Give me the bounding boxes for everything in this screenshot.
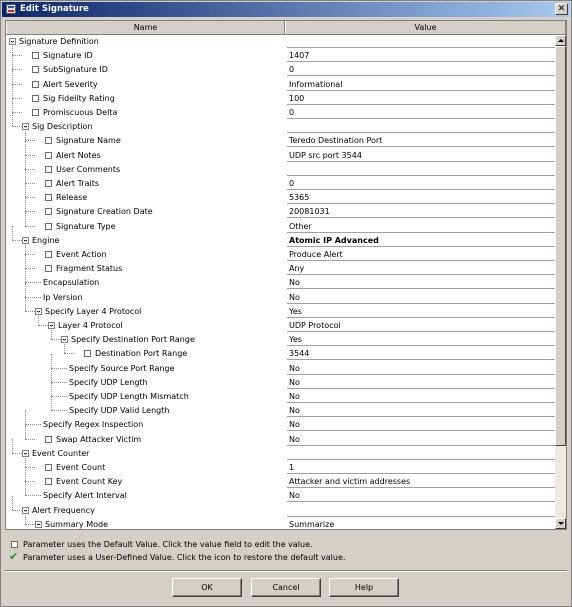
table-row[interactable]	[6, 134, 555, 148]
help-button[interactable]: Help	[329, 578, 399, 597]
row-label: Event Action	[56, 250, 107, 259]
row-value[interactable]: No	[287, 489, 555, 502]
row-value[interactable]: Informational	[287, 78, 555, 91]
row-label: Release	[56, 193, 88, 203]
row-label: Event Counter	[32, 448, 90, 458]
checkbox-icon[interactable]	[45, 194, 52, 201]
tree-connector	[12, 55, 13, 69]
tree-connector	[51, 339, 61, 340]
app-icon	[6, 4, 16, 14]
checkbox-icon[interactable]	[32, 109, 39, 116]
row-value[interactable]: No	[287, 291, 555, 304]
close-button[interactable]	[555, 3, 568, 15]
row-label: Specify Layer 4 Protocol	[45, 306, 142, 316]
table-body	[6, 35, 555, 529]
row-label: Specify UDP Valid Length	[69, 406, 170, 416]
vertical-scrollbar[interactable]	[555, 35, 566, 529]
checkbox-icon[interactable]	[84, 350, 91, 357]
row-value[interactable]	[287, 447, 555, 460]
checkbox-icon[interactable]	[32, 66, 39, 73]
table-row[interactable]	[6, 191, 555, 205]
checkbox-icon	[11, 541, 18, 548]
tree-connector	[12, 439, 13, 453]
table-row[interactable]	[6, 362, 555, 376]
tree-connector	[12, 98, 22, 99]
tree-connector	[25, 169, 35, 170]
tree-connector	[38, 311, 39, 325]
row-value[interactable]: 100	[287, 92, 555, 105]
checkbox-icon[interactable]	[45, 180, 52, 187]
table-row[interactable]	[6, 333, 555, 347]
row-label: Signature Creation Date	[56, 207, 153, 217]
checkbox-icon[interactable]	[32, 52, 39, 59]
tree-connector	[12, 98, 13, 112]
table-row[interactable]	[6, 163, 555, 177]
tree-connector	[25, 510, 26, 524]
checkbox-icon[interactable]	[45, 152, 52, 159]
scroll-down-button[interactable]	[555, 518, 566, 529]
tree-connector	[12, 126, 22, 127]
tree-connector	[25, 282, 41, 283]
table-row[interactable]	[6, 404, 555, 418]
tree-connector	[25, 155, 26, 169]
tree-connector	[25, 211, 35, 212]
window-title: Edit Signature	[20, 4, 89, 14]
row-value[interactable]: No	[287, 390, 555, 403]
tree-connector	[51, 396, 52, 410]
row-value[interactable]: 5365	[287, 191, 555, 204]
tree-connector	[25, 425, 26, 439]
row-label: Layer 4 Protocol	[58, 321, 123, 330]
cancel-button[interactable]: Cancel	[251, 578, 321, 597]
row-value[interactable]: Other	[287, 220, 555, 233]
row-value[interactable]: No	[287, 404, 555, 417]
row-value[interactable]	[287, 120, 555, 133]
table-row[interactable]	[6, 78, 555, 92]
tree-connector	[25, 481, 26, 495]
row-label: Event Count	[56, 463, 106, 472]
table-row[interactable]	[6, 447, 555, 461]
tree-connector	[51, 382, 52, 396]
scroll-up-icon	[558, 39, 564, 42]
checkbox-icon[interactable]	[32, 81, 39, 88]
table-header	[6, 21, 566, 35]
checkbox-icon[interactable]	[45, 436, 52, 443]
table-row[interactable]	[6, 220, 555, 234]
row-value[interactable]: Attacker and victim addresses	[287, 475, 555, 488]
row-label: Encapsulation	[43, 278, 100, 288]
tree-connector	[25, 268, 35, 269]
table-row[interactable]	[6, 518, 555, 529]
row-value[interactable]: No	[287, 418, 555, 431]
tree-connector	[25, 254, 26, 268]
row-value[interactable]: 1	[287, 461, 555, 474]
row-value[interactable]: UDP Protocol	[287, 319, 555, 332]
table-row[interactable]	[6, 49, 555, 63]
tree-connector	[25, 254, 35, 255]
tree-connector	[25, 453, 26, 467]
checkbox-icon[interactable]	[45, 251, 52, 258]
tree-connector	[64, 339, 65, 353]
row-label: Specify Regex Inspection	[43, 420, 144, 430]
row-value[interactable]: 0	[287, 63, 555, 76]
title-bar[interactable]	[2, 2, 570, 17]
table-row[interactable]	[6, 120, 555, 134]
table-row[interactable]	[6, 35, 555, 49]
tree-connector	[25, 297, 41, 298]
tree-connector	[51, 410, 67, 411]
tree-connector	[25, 524, 35, 525]
tree-connector	[51, 354, 52, 368]
table-row[interactable]	[6, 262, 555, 276]
row-value[interactable]: Teredo Destination Port	[287, 134, 555, 147]
tree-connector	[25, 467, 35, 468]
row-label: Fragment Status	[56, 264, 123, 274]
row-label: Alert Traits	[56, 179, 100, 188]
tree-connector	[25, 183, 26, 197]
table-row[interactable]	[6, 475, 555, 489]
row-label: Specify Source Port Range	[69, 363, 175, 373]
row-value[interactable]: Yes	[287, 333, 555, 346]
row-label: Engine	[32, 235, 60, 245]
divider	[5, 570, 567, 572]
row-value[interactable]	[287, 163, 555, 176]
row-label: Specify Alert Interval	[43, 491, 127, 501]
scroll-thumb[interactable]	[555, 46, 566, 446]
table-row[interactable]	[6, 177, 555, 191]
row-value[interactable]: 1407	[287, 49, 555, 62]
row-label: Signature Type	[56, 221, 116, 231]
tree-connector	[12, 226, 13, 240]
tree-connector	[51, 368, 67, 369]
table-row[interactable]	[6, 234, 555, 248]
row-value[interactable]: UDP src port 3544	[287, 149, 555, 162]
table-row[interactable]	[6, 276, 555, 290]
tree-connector	[25, 467, 26, 481]
tree-connector	[25, 481, 35, 482]
checkbox-icon[interactable]	[45, 137, 52, 144]
row-value[interactable]: 0	[287, 177, 555, 190]
row-label: SubSignature ID	[43, 65, 108, 75]
tree-connector	[25, 311, 35, 312]
row-value[interactable]: No	[287, 433, 555, 446]
row-label: Destination Port Range	[95, 349, 188, 359]
legend-user-text: Parameter uses a User-Defined Value. Click the icon to restore the default value.	[23, 553, 346, 562]
tree-connector	[25, 439, 35, 440]
row-label: Summary Mode	[45, 519, 108, 529]
tree-connector	[25, 410, 26, 424]
tree-connector	[25, 169, 26, 183]
row-label: Specify UDP Length	[69, 377, 148, 387]
table-row[interactable]	[6, 106, 555, 120]
tree-connector	[25, 495, 41, 496]
row-label: Signature Definition	[19, 37, 99, 46]
tree-connector	[12, 70, 13, 84]
row-value[interactable]: Any	[287, 262, 555, 275]
table-row[interactable]	[6, 461, 555, 475]
table-row[interactable]	[6, 433, 555, 447]
table-row[interactable]	[6, 291, 555, 305]
table-row[interactable]	[6, 489, 555, 503]
tree-connector	[25, 197, 35, 198]
tree-connector	[12, 112, 13, 126]
tree-connector	[64, 353, 74, 354]
row-value[interactable]: Yes	[287, 305, 555, 318]
ok-button[interactable]: OK	[172, 578, 242, 597]
row-value[interactable]: Produce Alert	[287, 248, 555, 261]
table-row[interactable]	[6, 390, 555, 404]
tree-connector	[25, 297, 26, 311]
tree-connector	[25, 197, 26, 211]
row-label: Event Count Key	[56, 477, 123, 487]
table-row[interactable]	[6, 418, 555, 432]
expander-icon[interactable]	[35, 521, 42, 528]
checkbox-icon[interactable]	[45, 166, 52, 173]
row-value[interactable]: No	[287, 276, 555, 289]
tree-connector	[25, 240, 26, 254]
table-row[interactable]	[6, 504, 555, 518]
tree-connector	[51, 368, 52, 382]
tree-connector	[12, 496, 13, 510]
table-row[interactable]	[6, 149, 555, 163]
checkmark-icon: ✔	[9, 550, 19, 563]
checkbox-icon[interactable]	[45, 265, 52, 272]
table-row[interactable]	[6, 248, 555, 262]
signature-table	[5, 20, 567, 530]
tree-connector	[25, 140, 35, 141]
legend-default-text: Parameter uses the Default Value. Click the value field to edit the value.	[23, 540, 313, 549]
row-label: Sig Fidelity Rating	[43, 93, 115, 103]
row-label: Signature ID	[43, 51, 93, 61]
legend	[7, 536, 567, 568]
row-label: Sig Description	[32, 122, 93, 132]
tree-connector	[25, 212, 26, 226]
row-label: Swap Attacker Victim	[56, 434, 142, 444]
row-label: User Comments	[56, 164, 121, 174]
row-label: Alert Severity	[43, 79, 98, 89]
row-value[interactable]	[287, 504, 555, 517]
table-row[interactable]	[6, 305, 555, 319]
table-row[interactable]	[6, 92, 555, 106]
row-value[interactable]: 0	[287, 106, 555, 119]
tree-connector	[25, 141, 26, 155]
tree-connector	[12, 510, 22, 511]
tree-connector	[25, 226, 35, 227]
tree-connector	[51, 325, 52, 339]
tree-connector	[12, 84, 13, 98]
row-value[interactable]: 3544	[287, 347, 555, 360]
tree-connector	[25, 424, 41, 425]
checkbox-icon[interactable]	[32, 95, 39, 102]
tree-connector	[25, 183, 35, 184]
column-header-name[interactable]: Name	[6, 21, 285, 34]
row-label: Signature Name	[56, 136, 121, 146]
tree-connector	[25, 126, 26, 140]
tree-connector	[12, 453, 22, 454]
table-row[interactable]	[6, 347, 555, 361]
checkbox-icon[interactable]	[45, 223, 52, 230]
table-row[interactable]	[6, 319, 555, 333]
tree-connector	[25, 268, 26, 282]
checkbox-icon[interactable]	[45, 478, 52, 485]
table-row[interactable]	[6, 376, 555, 390]
row-label: Alert Notes	[56, 150, 101, 160]
tree-connector	[12, 41, 13, 55]
tree-connector	[12, 55, 22, 56]
checkbox-icon[interactable]	[45, 208, 52, 215]
scroll-up-button[interactable]	[555, 35, 566, 46]
row-label: Specify UDP Length Mismatch	[69, 392, 189, 401]
checkbox-icon[interactable]	[45, 464, 52, 471]
row-value[interactable]: Atomic IP Advanced	[287, 234, 555, 247]
tree-connector	[38, 325, 48, 326]
tree-connector	[12, 240, 22, 241]
close-icon: ✕	[557, 4, 566, 14]
column-header-value[interactable]: Value	[285, 21, 566, 34]
row-value[interactable]: No	[287, 362, 555, 375]
tree-connector	[12, 84, 22, 85]
tree-connector	[51, 382, 67, 383]
tree-connector	[51, 396, 67, 397]
row-value[interactable]: 20081031	[287, 205, 555, 218]
row-value[interactable]	[287, 35, 555, 48]
scroll-down-icon	[558, 522, 564, 525]
tree-connector	[25, 155, 35, 156]
row-label: Alert Frequency	[32, 505, 95, 515]
table-row[interactable]	[6, 63, 555, 77]
table-row[interactable]	[6, 205, 555, 219]
row-value[interactable]: Summarize	[287, 518, 555, 529]
row-label: Ip Version	[43, 292, 83, 302]
tree-connector	[12, 112, 22, 113]
tree-connector	[12, 69, 22, 70]
row-label: Specify Destination Port Range	[71, 335, 195, 345]
row-label: Promiscuous Delta	[43, 108, 118, 117]
row-value[interactable]: No	[287, 376, 555, 389]
tree-connector	[25, 283, 26, 297]
